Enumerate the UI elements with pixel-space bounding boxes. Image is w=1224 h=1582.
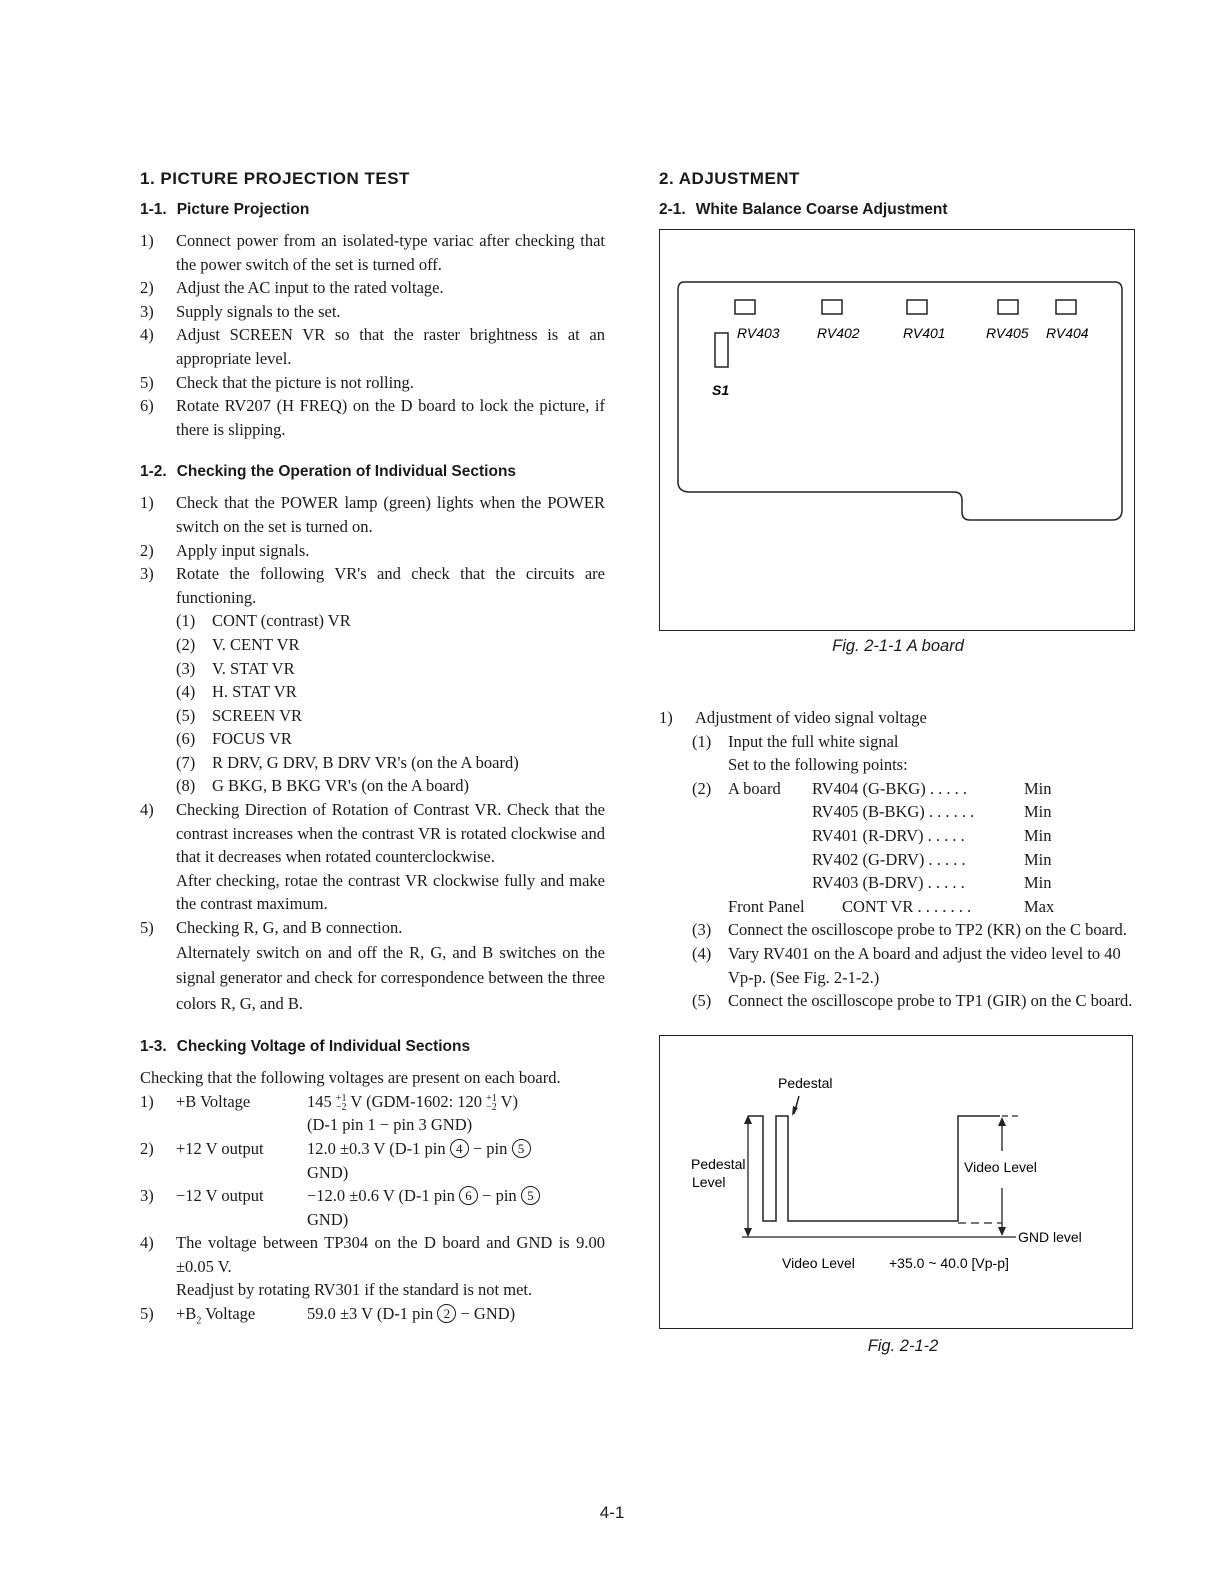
sub-item	[692, 777, 1137, 895]
subsection-title: White Balance Coarse Adjustment	[695, 201, 948, 218]
voltage-row	[140, 1090, 605, 1137]
arrowhead	[792, 1106, 798, 1116]
trimmer-rv402	[822, 300, 842, 314]
subsection-1-1-heading	[140, 201, 605, 219]
value-part: 59.0 ±3 V (D-1 pin	[307, 1304, 434, 1324]
item-text: SCREEN VR	[212, 705, 303, 725]
subsection-title: Checking Voltage of Individual Sections	[176, 1038, 471, 1056]
item-number: (8)	[176, 776, 196, 796]
subsection-number: 1-1.	[140, 201, 167, 218]
item-text: Adjustment of video signal voltage	[695, 708, 927, 727]
voltage-value	[307, 1302, 605, 1333]
sub-item	[176, 751, 605, 775]
label-subscript: 2	[196, 1315, 202, 1327]
pin-circle: 6	[459, 1186, 478, 1205]
item-number: 1)	[140, 493, 154, 513]
tolerance	[336, 1094, 347, 1112]
item-text: V. STAT VR	[212, 658, 295, 678]
label-rv401: RV401	[903, 325, 946, 341]
item-text: Rotate RV207 (H FREQ) on the D board to lock the picture, if there is slipping.	[176, 396, 605, 439]
tolerance-lower: −2	[486, 1101, 497, 1113]
settings-row	[728, 777, 1137, 801]
switch-s1	[715, 333, 728, 367]
list-item	[140, 371, 605, 395]
pin-circle: 2	[437, 1304, 456, 1323]
waveform	[748, 1116, 1000, 1221]
voltage-intro: Checking that the following voltages are present on each board.	[140, 1068, 561, 1088]
item-number: 5)	[140, 918, 154, 938]
spacer	[728, 824, 812, 848]
item-number: 4)	[140, 800, 154, 820]
sub-item	[176, 657, 605, 681]
figure-video-level	[659, 1035, 1133, 1329]
sub-item	[176, 774, 605, 798]
value-part: V (GDM-1602: 120	[350, 1091, 483, 1111]
section-1-title: 1. PICTURE PROJECTION TEST	[140, 169, 410, 188]
value-part: − pin	[482, 1186, 517, 1206]
item-number: (1)	[692, 731, 712, 751]
item-number: (3)	[176, 658, 196, 678]
a-board-diagram	[660, 230, 1134, 630]
item-text: Check that the POWER lamp (green) lights when the POWER switch on the set is turned on.	[176, 493, 605, 536]
item-number: 5)	[140, 1304, 154, 1324]
item-number: 1)	[140, 231, 154, 250]
page-number: 4-1	[599, 1503, 625, 1522]
voltage-value	[307, 1090, 605, 1137]
voltage-label: +B Voltage	[176, 1091, 251, 1111]
subsection-number: 1-2.	[140, 463, 167, 481]
voltage-value	[307, 1137, 605, 1184]
sub-item	[692, 730, 1137, 754]
item-number: (7)	[176, 752, 196, 772]
pedestal-label: Pedestal	[778, 1074, 833, 1091]
spec-label: Video Level	[782, 1254, 855, 1271]
tolerance-upper: +1	[486, 1092, 497, 1104]
item-number: (4)	[692, 943, 712, 963]
settings-row	[728, 848, 1137, 872]
arrowhead	[744, 1228, 752, 1237]
setting-value: Min	[1024, 802, 1052, 822]
value-part: −12.0 ±0.6 V (D-1 pin	[307, 1186, 455, 1206]
item-number: (2)	[692, 778, 712, 798]
value-part: 145	[307, 1091, 332, 1111]
sub-item	[176, 633, 605, 657]
setting-value: Min	[1024, 778, 1052, 798]
value-part: V)	[500, 1091, 519, 1111]
value-part: − pin	[472, 1138, 508, 1158]
subsection-1-2-heading	[140, 463, 605, 481]
list-item	[140, 323, 605, 370]
spacer	[728, 848, 812, 872]
voltage-label: −12 V output	[176, 1186, 264, 1206]
item-text: Apply input signals.	[176, 540, 310, 560]
setting-name: RV405 (B-BKG) . . . . . .	[812, 802, 975, 822]
video-level-diagram	[660, 1036, 1132, 1328]
settings-row	[728, 824, 1137, 848]
item-continuation: Readjust by rotating RV301 if the standard is not met.	[176, 1280, 533, 1300]
spacer	[728, 800, 812, 824]
value-part: GND)	[307, 1162, 349, 1182]
board-outline	[678, 282, 1122, 520]
item-text: Connect the oscilloscope probe to TP2 (KR) on the C board.	[728, 920, 1127, 940]
item-text: Adjust SCREEN VR so that the raster brightness is at an appropriate level.	[176, 325, 605, 368]
label-rv403: RV403	[737, 325, 780, 341]
trimmer-rv403	[735, 300, 755, 314]
list-item	[659, 706, 1137, 730]
sub-item	[692, 942, 1137, 989]
picture-projection-list	[140, 229, 605, 441]
item-text: CONT (contrast) VR	[212, 611, 351, 631]
pin-circle: 5	[521, 1186, 540, 1205]
trimmer-rv401	[907, 300, 927, 314]
item-text: R DRV, G DRV, B DRV VR's (on the A board)	[212, 752, 519, 772]
item-text: FOCUS VR	[212, 729, 292, 749]
item-number: 2)	[140, 540, 154, 560]
list-item	[140, 1231, 605, 1278]
item-text: Rotate the following VR's and check that the circuits are functioning.	[176, 564, 605, 607]
item-number: 2)	[140, 1138, 154, 1158]
right-column	[659, 165, 1137, 1356]
board-label: A board	[728, 778, 781, 798]
label-rv405: RV405	[986, 325, 1029, 341]
setting-value: Min	[1024, 825, 1052, 845]
item-number: (2)	[176, 634, 196, 654]
item-text: H. STAT VR	[212, 682, 297, 702]
item-text: Checking Direction of Rotation of Contrast VR. Check that the contrast increases when the contrast VR is rotated clockwise and that it decreases when rotated counterclockwise.	[176, 800, 605, 867]
list-item	[140, 562, 605, 609]
value-part: GND)	[307, 1209, 349, 1229]
item-number: (4)	[176, 682, 196, 702]
item-number: (1)	[176, 611, 196, 631]
subsection-2-1-heading	[659, 201, 1137, 219]
item-number: 3)	[140, 1186, 154, 1206]
settings-row	[728, 871, 1137, 895]
spacer	[728, 871, 812, 895]
voltage-label	[176, 1302, 307, 1333]
list-item	[140, 300, 605, 324]
trimmer-rv404	[1056, 300, 1076, 314]
figure-caption: Fig. 2-1-2	[867, 1336, 939, 1355]
item-number: (5)	[692, 991, 712, 1011]
voltage-row	[140, 1302, 605, 1333]
voltage-value	[307, 1184, 605, 1231]
list-item	[140, 491, 605, 538]
gnd-level-label: GND level	[1018, 1228, 1082, 1245]
item-text: Input the full white signal	[728, 731, 899, 751]
label-rv402: RV402	[817, 325, 860, 341]
tolerance-lower: −2	[335, 1101, 347, 1113]
list-item	[140, 539, 605, 563]
label-s1: S1	[712, 382, 730, 398]
figure-caption: Fig. 2-1-1 A board	[832, 637, 964, 655]
voltage-label: +12 V output	[176, 1138, 264, 1158]
subsection-number: 2-1.	[659, 201, 686, 218]
video-level-label: Video Level	[964, 1158, 1037, 1175]
item-text: Adjust the AC input to the rated voltage.	[176, 278, 444, 298]
settings-table	[728, 777, 1137, 895]
item-text: V. CENT VR	[212, 634, 300, 654]
subsection-number: 1-3.	[140, 1038, 167, 1056]
setting-value: Min	[1024, 873, 1052, 893]
subsection-title: Picture Projection	[176, 201, 310, 218]
item-number: 2)	[140, 278, 154, 298]
item-number: (5)	[176, 705, 196, 725]
figure-a-board	[659, 229, 1135, 631]
sub-item	[692, 989, 1137, 1013]
sub-item	[176, 727, 605, 751]
item-number: 3)	[140, 564, 154, 584]
item-number: 1)	[140, 1091, 154, 1111]
subsection-1-3-heading	[140, 1038, 605, 1056]
trimmer-rv405	[998, 300, 1018, 314]
sub-item	[176, 609, 605, 633]
item-text: Checking R, G, and B connection.	[176, 918, 403, 938]
list-item	[140, 916, 605, 940]
front-panel-label: Front Panel	[728, 896, 805, 916]
setting-name: RV401 (R-DRV) . . . . .	[812, 825, 965, 845]
setting-name: CONT VR . . . . . . .	[842, 896, 972, 916]
item-number: 1)	[659, 708, 673, 727]
item-continuation: Alternately switch on and off the R, G, and B switches on the signal generator and check for correspondence between the three colors R, G, and B.	[176, 942, 605, 1013]
item-number: 4)	[140, 1233, 154, 1253]
list-item	[140, 798, 605, 869]
setting-name: RV404 (G-BKG) . . . . .	[812, 778, 967, 798]
pin-circle: 4	[450, 1139, 469, 1158]
value-part: (D-1 pin 1 − pin 3 GND)	[307, 1115, 473, 1135]
item-continuation: Set to the following points:	[728, 755, 908, 775]
value-part: 12.0 ±0.3 V (D-1 pin	[307, 1138, 446, 1158]
item-text: Supply signals to the set.	[176, 301, 341, 321]
label-part: +B	[176, 1304, 197, 1324]
settings-row	[692, 895, 1137, 919]
label-part: Voltage	[205, 1304, 256, 1324]
settings-rows	[728, 777, 1137, 895]
sub-item	[692, 918, 1137, 942]
spec-value: +35.0 ~ 40.0 [Vp-p]	[889, 1254, 1009, 1271]
setting-value: Max	[1024, 896, 1055, 916]
section-2-title: 2. ADJUSTMENT	[659, 169, 800, 188]
item-continuation: After checking, rotae the contrast VR clockwise fully and make the contrast maximum.	[176, 870, 605, 914]
item-number: 6)	[140, 396, 154, 416]
item-text: G BKG, B BKG VR's (on the A board)	[212, 776, 470, 796]
adjustment-steps	[659, 730, 1137, 1013]
list-item	[140, 394, 605, 441]
sub-item	[176, 704, 605, 728]
voltage-row	[140, 1137, 605, 1184]
setting-name: RV402 (G-DRV) . . . . .	[812, 849, 966, 869]
setting-name: RV403 (B-DRV) . . . . .	[812, 873, 965, 893]
voltage-row	[140, 1184, 605, 1231]
item-text: Vary RV401 on the A board and adjust the video level to 40 Vp-p. (See Fig. 2-1-2.)	[728, 943, 1121, 987]
tolerance	[486, 1094, 497, 1112]
item-text: Connect power from an isolated-type variac after checking that the power switch of the set is turned off.	[176, 231, 605, 274]
list-item	[140, 276, 605, 300]
item-text: Check that the picture is not rolling.	[176, 372, 414, 392]
item-number: (3)	[692, 920, 712, 940]
list-item	[140, 229, 605, 276]
sub-item	[176, 680, 605, 704]
value-part: − GND)	[460, 1304, 516, 1324]
subsection-title: Checking the Operation of Individual Sections	[176, 463, 517, 481]
left-column	[140, 165, 605, 1333]
arrowhead	[998, 1227, 1006, 1236]
pin-circle: 5	[512, 1139, 531, 1158]
arrowhead	[998, 1117, 1006, 1126]
tolerance-upper: +1	[335, 1092, 347, 1104]
item-text: The voltage between TP304 on the D board and GND is 9.00 ±0.05 V.	[176, 1233, 605, 1276]
pedestal-level-label-2: Level	[692, 1173, 726, 1190]
vr-sublist	[140, 609, 605, 798]
item-number: (6)	[176, 729, 196, 749]
settings-row	[728, 800, 1137, 824]
item-text: Connect the oscilloscope probe to TP1 (GIR) on the C board.	[728, 991, 1133, 1011]
label-rv404: RV404	[1046, 325, 1089, 341]
pedestal-level-label-1: Pedestal	[691, 1155, 746, 1172]
item-number: 5)	[140, 372, 154, 392]
item-number: 4)	[140, 325, 154, 345]
setting-value: Min	[1024, 849, 1052, 869]
item-number: 3)	[140, 301, 154, 321]
